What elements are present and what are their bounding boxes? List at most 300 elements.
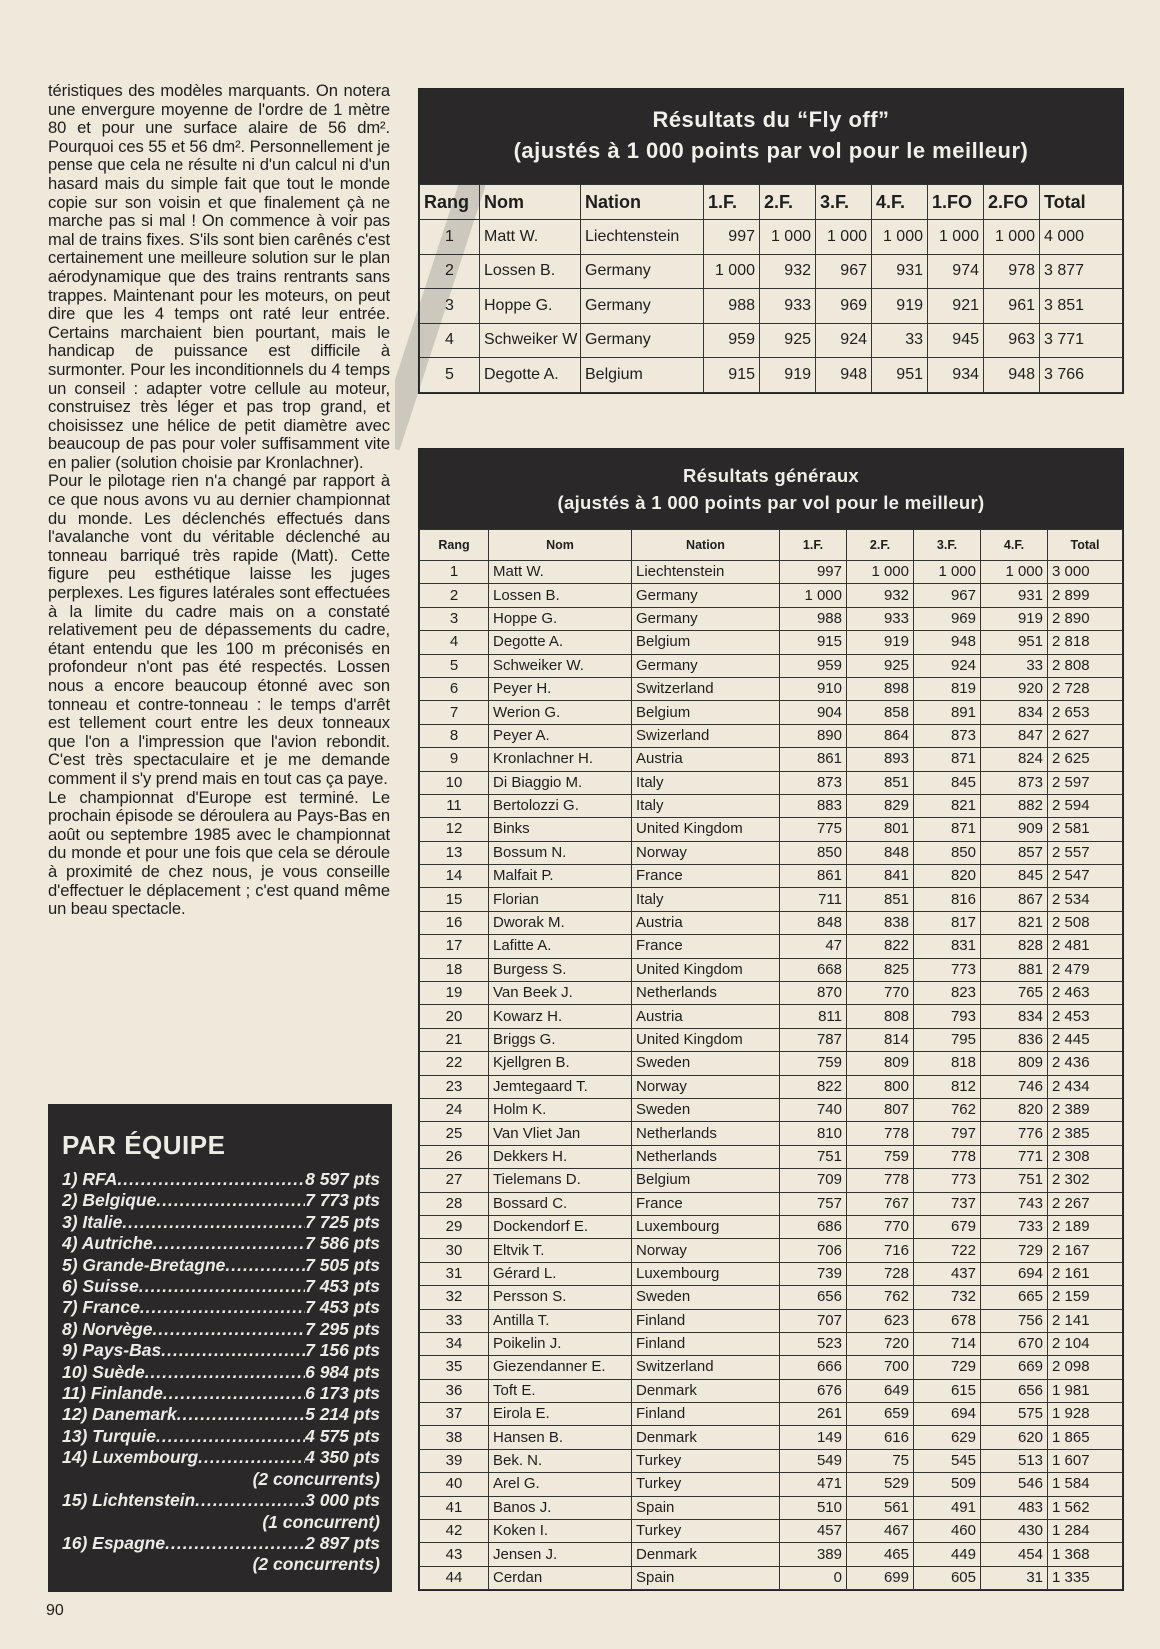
table-cell: 75 [847, 1449, 914, 1472]
table-cell: 2 597 [1048, 771, 1123, 794]
table-cell: 668 [780, 958, 847, 981]
table-cell: Jensen J. [489, 1543, 632, 1566]
table-cell: 1 000 [872, 220, 928, 255]
table-cell: 483 [981, 1496, 1048, 1519]
table-cell: 0 [780, 1566, 847, 1589]
table-cell: 467 [847, 1520, 914, 1543]
table-cell: 629 [914, 1426, 981, 1449]
table-cell: 733 [981, 1215, 1048, 1238]
table-cell: 23 [420, 1075, 489, 1098]
table-cell: 430 [981, 1520, 1048, 1543]
table-cell: 808 [847, 1005, 914, 1028]
table-cell: 969 [816, 289, 872, 324]
team-row [62, 1533, 380, 1554]
table-row [420, 1145, 1123, 1168]
table-cell: 945 [928, 323, 984, 358]
column-header: 1.F. [780, 530, 847, 561]
table-cell: 43 [420, 1543, 489, 1566]
table-cell: 834 [981, 701, 1048, 724]
table-cell: 729 [914, 1356, 981, 1379]
table-row [420, 1239, 1123, 1262]
article-paragraph: Pour le pilotage rien n'a changé par rapport à ce que nous avons vu au dernier championnat du monde. Les déclenchés effectués dans l'avalanche vont du véritable déclenché au tonneau barriqué très rapide (Matt). Cette figure peu esthétique laisse les juges perplexes. Les figures latérales sont effectuées à la limite du cadre mais on a constaté relativement peu de dépassements du cadre, étant entendu que les 100 m préconisés en profondeur n'ont pas été respectés. Lossen nous a encore beaucoup étonné avec son tonneau et contre-tonneau : le temps d'arrêt est tellement court entre les deux tonneaux que l'on a l'impression que l'avion rebondit. C'est très spectaculaire et je me demande comment il s'y prend mais en tout cas ça paye. [48, 471, 390, 788]
table-cell: 1 000 [984, 220, 1040, 255]
table-cell: 948 [984, 358, 1040, 393]
team-note: (2 concurrents) [252, 1554, 380, 1575]
table-cell: 575 [981, 1403, 1048, 1426]
table-cell: 773 [914, 958, 981, 981]
table-cell: 2 098 [1048, 1356, 1123, 1379]
table-cell: 24 [420, 1098, 489, 1121]
table-cell: 3 000 [1048, 561, 1123, 584]
table-cell: Florian [489, 888, 632, 911]
table-cell: 15 [420, 888, 489, 911]
general-subtitle: (ajustés à 1 000 points par vol pour le meilleur) [557, 492, 985, 513]
table-cell: 729 [981, 1239, 1048, 1262]
table-cell: 812 [914, 1075, 981, 1098]
team-label: 11) Finlande [62, 1383, 163, 1404]
table-cell: 743 [981, 1192, 1048, 1215]
table-cell: 1 584 [1048, 1473, 1123, 1496]
table-cell: 814 [847, 1028, 914, 1051]
table-cell: Kowarz H. [489, 1005, 632, 1028]
table-cell: 1 000 [760, 220, 816, 255]
general-title: Résultats généraux [682, 465, 860, 486]
general-results-header [419, 449, 1123, 529]
table-cell: 931 [981, 584, 1048, 607]
table-cell: 773 [914, 1169, 981, 1192]
table-row [420, 631, 1123, 654]
table-cell: 817 [914, 911, 981, 934]
team-label: 16) Espagne [62, 1532, 166, 1553]
table-cell: 513 [981, 1449, 1048, 1472]
table-row [420, 865, 1123, 888]
table-cell: Poikelin J. [489, 1332, 632, 1355]
table-cell: 821 [914, 794, 981, 817]
table-cell: 1 000 [928, 220, 984, 255]
table-cell: 933 [847, 607, 914, 630]
column-header: 1.FO [928, 185, 984, 220]
table-cell: Dworak M. [489, 911, 632, 934]
table-cell: Sweden [632, 1286, 780, 1309]
table-cell: 883 [780, 794, 847, 817]
table-row [420, 323, 1123, 358]
table-cell: 38 [420, 1426, 489, 1449]
table-cell: 523 [780, 1332, 847, 1355]
table-cell: 676 [780, 1379, 847, 1402]
table-cell: 807 [847, 1098, 914, 1121]
table-row [420, 841, 1123, 864]
table-row [420, 1379, 1123, 1402]
table-cell: Bossum N. [489, 841, 632, 864]
table-cell: 5 [420, 358, 480, 393]
table-cell: 33 [420, 1309, 489, 1332]
column-header: 2.FO [984, 185, 1040, 220]
table-cell: 751 [780, 1145, 847, 1168]
table-cell: 795 [914, 1028, 981, 1051]
table-cell: 951 [981, 631, 1048, 654]
table-cell: Kronlachner H. [489, 748, 632, 771]
table-cell: 771 [981, 1145, 1048, 1168]
table-cell: Degotte A. [489, 631, 632, 654]
table-cell: Matt W. [489, 561, 632, 584]
team-row [62, 1362, 380, 1383]
table-cell: 867 [981, 888, 1048, 911]
table-cell: 801 [847, 818, 914, 841]
team-label: 14) Luxembourg [62, 1447, 199, 1468]
table-cell: 787 [780, 1028, 847, 1051]
table-cell: 1 865 [1048, 1426, 1123, 1449]
team-label: 7) France [62, 1297, 140, 1318]
table-cell: 1 [420, 220, 480, 255]
team-label: 1) RFA [62, 1169, 118, 1189]
team-leader-dots [152, 1319, 305, 1340]
general-results-panel [418, 448, 1124, 1591]
table-cell: 834 [981, 1005, 1048, 1028]
team-points: 7 295 pts [305, 1318, 380, 1339]
table-cell: 988 [780, 607, 847, 630]
table-row [420, 748, 1123, 771]
table-cell: 978 [984, 254, 1040, 289]
team-row [62, 1447, 380, 1468]
team-leader-dots [140, 1297, 305, 1318]
table-cell: 850 [780, 841, 847, 864]
table-cell: 1 607 [1048, 1449, 1123, 1472]
table-cell: Switzerland [632, 1356, 780, 1379]
table-row [420, 1192, 1123, 1215]
team-leader-dots [145, 1362, 305, 1383]
table-cell: Hoppe G. [489, 607, 632, 630]
table-row [420, 1052, 1123, 1075]
table-cell: 751 [981, 1169, 1048, 1192]
table-cell: 261 [780, 1403, 847, 1426]
table-cell: 460 [914, 1520, 981, 1543]
table-cell: 759 [847, 1145, 914, 1168]
table-cell: Matt W. [480, 220, 581, 255]
team-row [62, 1190, 380, 1211]
table-cell: 890 [780, 724, 847, 747]
table-cell: 707 [780, 1309, 847, 1332]
team-leader-dots [195, 1490, 305, 1511]
flyoff-subtitle: (ajustés à 1 000 points par vol pour le meilleur) [513, 138, 1029, 163]
table-cell: 739 [780, 1262, 847, 1285]
table-cell: 2 104 [1048, 1332, 1123, 1355]
team-leader-dots [161, 1340, 305, 1361]
table-cell: 2 161 [1048, 1262, 1123, 1285]
table-cell: Bossard C. [489, 1192, 632, 1215]
table-cell: 759 [780, 1052, 847, 1075]
table-cell: 969 [914, 607, 981, 630]
table-cell: Belgium [632, 701, 780, 724]
table-cell: 810 [780, 1122, 847, 1145]
table-cell: 932 [760, 254, 816, 289]
table-cell: Persson S. [489, 1286, 632, 1309]
table-cell: Switzerland [632, 677, 780, 700]
column-header: Nation [581, 185, 704, 220]
table-cell: 756 [981, 1309, 1048, 1332]
table-cell: 2 389 [1048, 1098, 1123, 1121]
table-cell: 686 [780, 1215, 847, 1238]
team-points: 7 725 pts [305, 1211, 380, 1232]
team-leader-dots [165, 1533, 305, 1554]
table-cell: Spain [632, 1496, 780, 1519]
table-cell: 7 [420, 701, 489, 724]
table-cell: 757 [780, 1192, 847, 1215]
table-cell: 529 [847, 1473, 914, 1496]
table-cell: 620 [981, 1426, 1048, 1449]
table-cell: Italy [632, 794, 780, 817]
table-cell: 2 508 [1048, 911, 1123, 934]
table-cell: Germany [632, 654, 780, 677]
table-cell: 836 [981, 1028, 1048, 1051]
flyoff-header-row [420, 185, 1123, 220]
table-cell: France [632, 935, 780, 958]
table-cell: 873 [981, 771, 1048, 794]
table-cell: 29 [420, 1215, 489, 1238]
table-cell: 2 557 [1048, 841, 1123, 864]
table-cell: 649 [847, 1379, 914, 1402]
table-cell: 679 [914, 1215, 981, 1238]
table-cell: 2 308 [1048, 1145, 1123, 1168]
table-cell: 9 [420, 748, 489, 771]
table-cell: France [632, 1192, 780, 1215]
table-cell: 18 [420, 958, 489, 981]
table-cell: 873 [780, 771, 847, 794]
table-cell: Norway [632, 1239, 780, 1262]
team-points: 7 156 pts [305, 1340, 380, 1361]
general-header-row [420, 530, 1123, 561]
table-cell: 997 [780, 561, 847, 584]
column-header: Total [1048, 530, 1123, 561]
table-cell: 2 594 [1048, 794, 1123, 817]
table-cell: 720 [847, 1332, 914, 1355]
table-cell: Hoppe G. [480, 289, 581, 324]
table-cell: 709 [780, 1169, 847, 1192]
table-cell: Lossen B. [489, 584, 632, 607]
team-standings-list [62, 1169, 380, 1576]
table-cell: United Kingdom [632, 818, 780, 841]
table-cell: Spain [632, 1566, 780, 1589]
column-header: 2.F. [760, 185, 816, 220]
table-cell: 762 [914, 1098, 981, 1121]
table-cell: 822 [847, 935, 914, 958]
table-cell: 881 [981, 958, 1048, 981]
column-header: Rang [420, 530, 489, 561]
table-cell: 36 [420, 1379, 489, 1402]
table-cell: 1 [420, 561, 489, 584]
table-cell: Eirola E. [489, 1403, 632, 1426]
table-cell: 22 [420, 1052, 489, 1075]
table-cell: Dekkers H. [489, 1145, 632, 1168]
table-cell: Belgium [632, 1169, 780, 1192]
table-cell: 873 [914, 724, 981, 747]
table-cell: 656 [981, 1379, 1048, 1402]
table-cell: 921 [928, 289, 984, 324]
table-cell: 2 581 [1048, 818, 1123, 841]
table-row [420, 220, 1123, 255]
column-header: Nom [480, 185, 581, 220]
table-cell: 3 877 [1040, 254, 1123, 289]
table-cell: Schweiker W [480, 323, 581, 358]
team-points: 7 586 pts [305, 1233, 380, 1254]
table-cell: 959 [780, 654, 847, 677]
table-cell: 809 [847, 1052, 914, 1075]
table-cell: 699 [847, 1566, 914, 1589]
column-header: 4.F. [872, 185, 928, 220]
table-cell: 898 [847, 677, 914, 700]
table-row [420, 818, 1123, 841]
table-cell: Giezendanner E. [489, 1356, 632, 1379]
table-cell: 778 [847, 1169, 914, 1192]
table-row [420, 1403, 1123, 1426]
table-cell: Finland [632, 1332, 780, 1355]
table-cell: United Kingdom [632, 958, 780, 981]
table-cell: 909 [981, 818, 1048, 841]
column-header: Nation [632, 530, 780, 561]
table-cell: 449 [914, 1543, 981, 1566]
table-cell: Netherlands [632, 1145, 780, 1168]
table-cell: 35 [420, 1356, 489, 1379]
table-cell: 2 890 [1048, 607, 1123, 630]
table-cell: 39 [420, 1449, 489, 1472]
table-cell: 47 [780, 935, 847, 958]
general-results-table [419, 529, 1123, 1590]
table-cell: 31 [420, 1262, 489, 1285]
table-cell: 656 [780, 1286, 847, 1309]
table-cell: Banos J. [489, 1496, 632, 1519]
table-cell: Tielemans D. [489, 1169, 632, 1192]
table-cell: 825 [847, 958, 914, 981]
team-standings-title: PAR ÉQUIPE [62, 1130, 226, 1160]
table-cell: Germany [581, 289, 704, 324]
table-cell: Germany [581, 323, 704, 358]
team-note: (1 concurrent) [262, 1511, 380, 1532]
table-row [420, 771, 1123, 794]
team-label: 4) Autriche [62, 1233, 153, 1254]
table-cell: 2 653 [1048, 701, 1123, 724]
table-cell: 1 335 [1048, 1566, 1123, 1589]
column-header: Total [1040, 185, 1123, 220]
table-cell: 959 [704, 323, 760, 358]
table-cell: 26 [420, 1145, 489, 1168]
table-cell: Denmark [632, 1379, 780, 1402]
table-cell: 44 [420, 1566, 489, 1589]
table-cell: 828 [981, 935, 1048, 958]
table-cell: Peyer H. [489, 677, 632, 700]
table-cell: 767 [847, 1192, 914, 1215]
table-cell: 919 [981, 607, 1048, 630]
table-cell: 616 [847, 1426, 914, 1449]
table-cell: Germany [581, 254, 704, 289]
table-cell: 845 [914, 771, 981, 794]
table-cell: 615 [914, 1379, 981, 1402]
table-cell: 669 [981, 1356, 1048, 1379]
table-cell: 6 [420, 677, 489, 700]
table-row [420, 701, 1123, 724]
table-row [420, 289, 1123, 324]
table-cell: 678 [914, 1309, 981, 1332]
team-row [62, 1212, 380, 1233]
team-row [62, 1169, 380, 1190]
table-row [420, 1426, 1123, 1449]
table-cell: 776 [981, 1122, 1048, 1145]
table-cell: 33 [981, 654, 1048, 677]
table-row [420, 1215, 1123, 1238]
table-cell: United Kingdom [632, 1028, 780, 1051]
table-cell: Sweden [632, 1052, 780, 1075]
table-row [420, 1520, 1123, 1543]
team-row [62, 1340, 380, 1361]
table-cell: Finland [632, 1403, 780, 1426]
table-cell: 891 [914, 701, 981, 724]
table-cell: Germany [632, 607, 780, 630]
table-cell: Liechtenstein [581, 220, 704, 255]
table-cell: Jemtegaard T. [489, 1075, 632, 1098]
table-cell: 778 [914, 1145, 981, 1168]
table-row [420, 982, 1123, 1005]
table-cell: Van Beek J. [489, 982, 632, 1005]
table-cell: 2 302 [1048, 1169, 1123, 1192]
column-header: 3.F. [816, 185, 872, 220]
team-row [62, 1404, 380, 1425]
table-cell: 746 [981, 1075, 1048, 1098]
team-leader-dots [139, 1276, 305, 1297]
table-cell: 3 766 [1040, 358, 1123, 393]
table-cell: 2 141 [1048, 1309, 1123, 1332]
table-cell: 2 728 [1048, 677, 1123, 700]
table-cell: 706 [780, 1239, 847, 1262]
table-cell: 2 445 [1048, 1028, 1123, 1051]
table-cell: 919 [760, 358, 816, 393]
table-cell: 546 [981, 1473, 1048, 1496]
table-cell: 851 [847, 771, 914, 794]
table-cell: 510 [780, 1496, 847, 1519]
table-cell: Denmark [632, 1543, 780, 1566]
table-cell: Germany [632, 584, 780, 607]
table-cell: Finland [632, 1309, 780, 1332]
table-cell: 714 [914, 1332, 981, 1355]
table-cell: 974 [928, 254, 984, 289]
table-row [420, 888, 1123, 911]
table-cell: 904 [780, 701, 847, 724]
table-cell: 491 [914, 1496, 981, 1519]
table-cell: 2 [420, 584, 489, 607]
team-leader-dots [163, 1383, 305, 1404]
table-cell: 27 [420, 1169, 489, 1192]
team-points: 6 984 pts [305, 1361, 380, 1382]
table-cell: 2 808 [1048, 654, 1123, 677]
table-row [420, 1309, 1123, 1332]
table-cell: 10 [420, 771, 489, 794]
table-cell: 910 [780, 677, 847, 700]
table-cell: Lafitte A. [489, 935, 632, 958]
table-cell: 829 [847, 794, 914, 817]
table-cell: Austria [632, 911, 780, 934]
team-label: 10) Suède [62, 1361, 145, 1382]
article-paragraph: Le championnat d'Europe est terminé. Le prochain épisode se déroulera au Pays-Bas en août ou septembre 1985 avec le championnat du monde et pour une fois que cela se déroule à proximité de chez nous, je vous conseille d'effectuer le déplacement ; c'est quand même un beau spectacle. [48, 787, 390, 919]
table-cell: 3 851 [1040, 289, 1123, 324]
table-cell: 967 [816, 254, 872, 289]
table-cell: Toft E. [489, 1379, 632, 1402]
team-leader-dots [156, 1426, 305, 1447]
team-label: 8) Norvège [62, 1318, 153, 1339]
team-points: 5 214 pts [305, 1404, 380, 1425]
table-cell: 1 000 [981, 561, 1048, 584]
team-points: 4 575 pts [305, 1425, 380, 1446]
table-cell: Kjellgren B. [489, 1052, 632, 1075]
column-header: 3.F. [914, 530, 981, 561]
team-label: 6) Suisse [62, 1276, 139, 1297]
table-cell: 925 [760, 323, 816, 358]
